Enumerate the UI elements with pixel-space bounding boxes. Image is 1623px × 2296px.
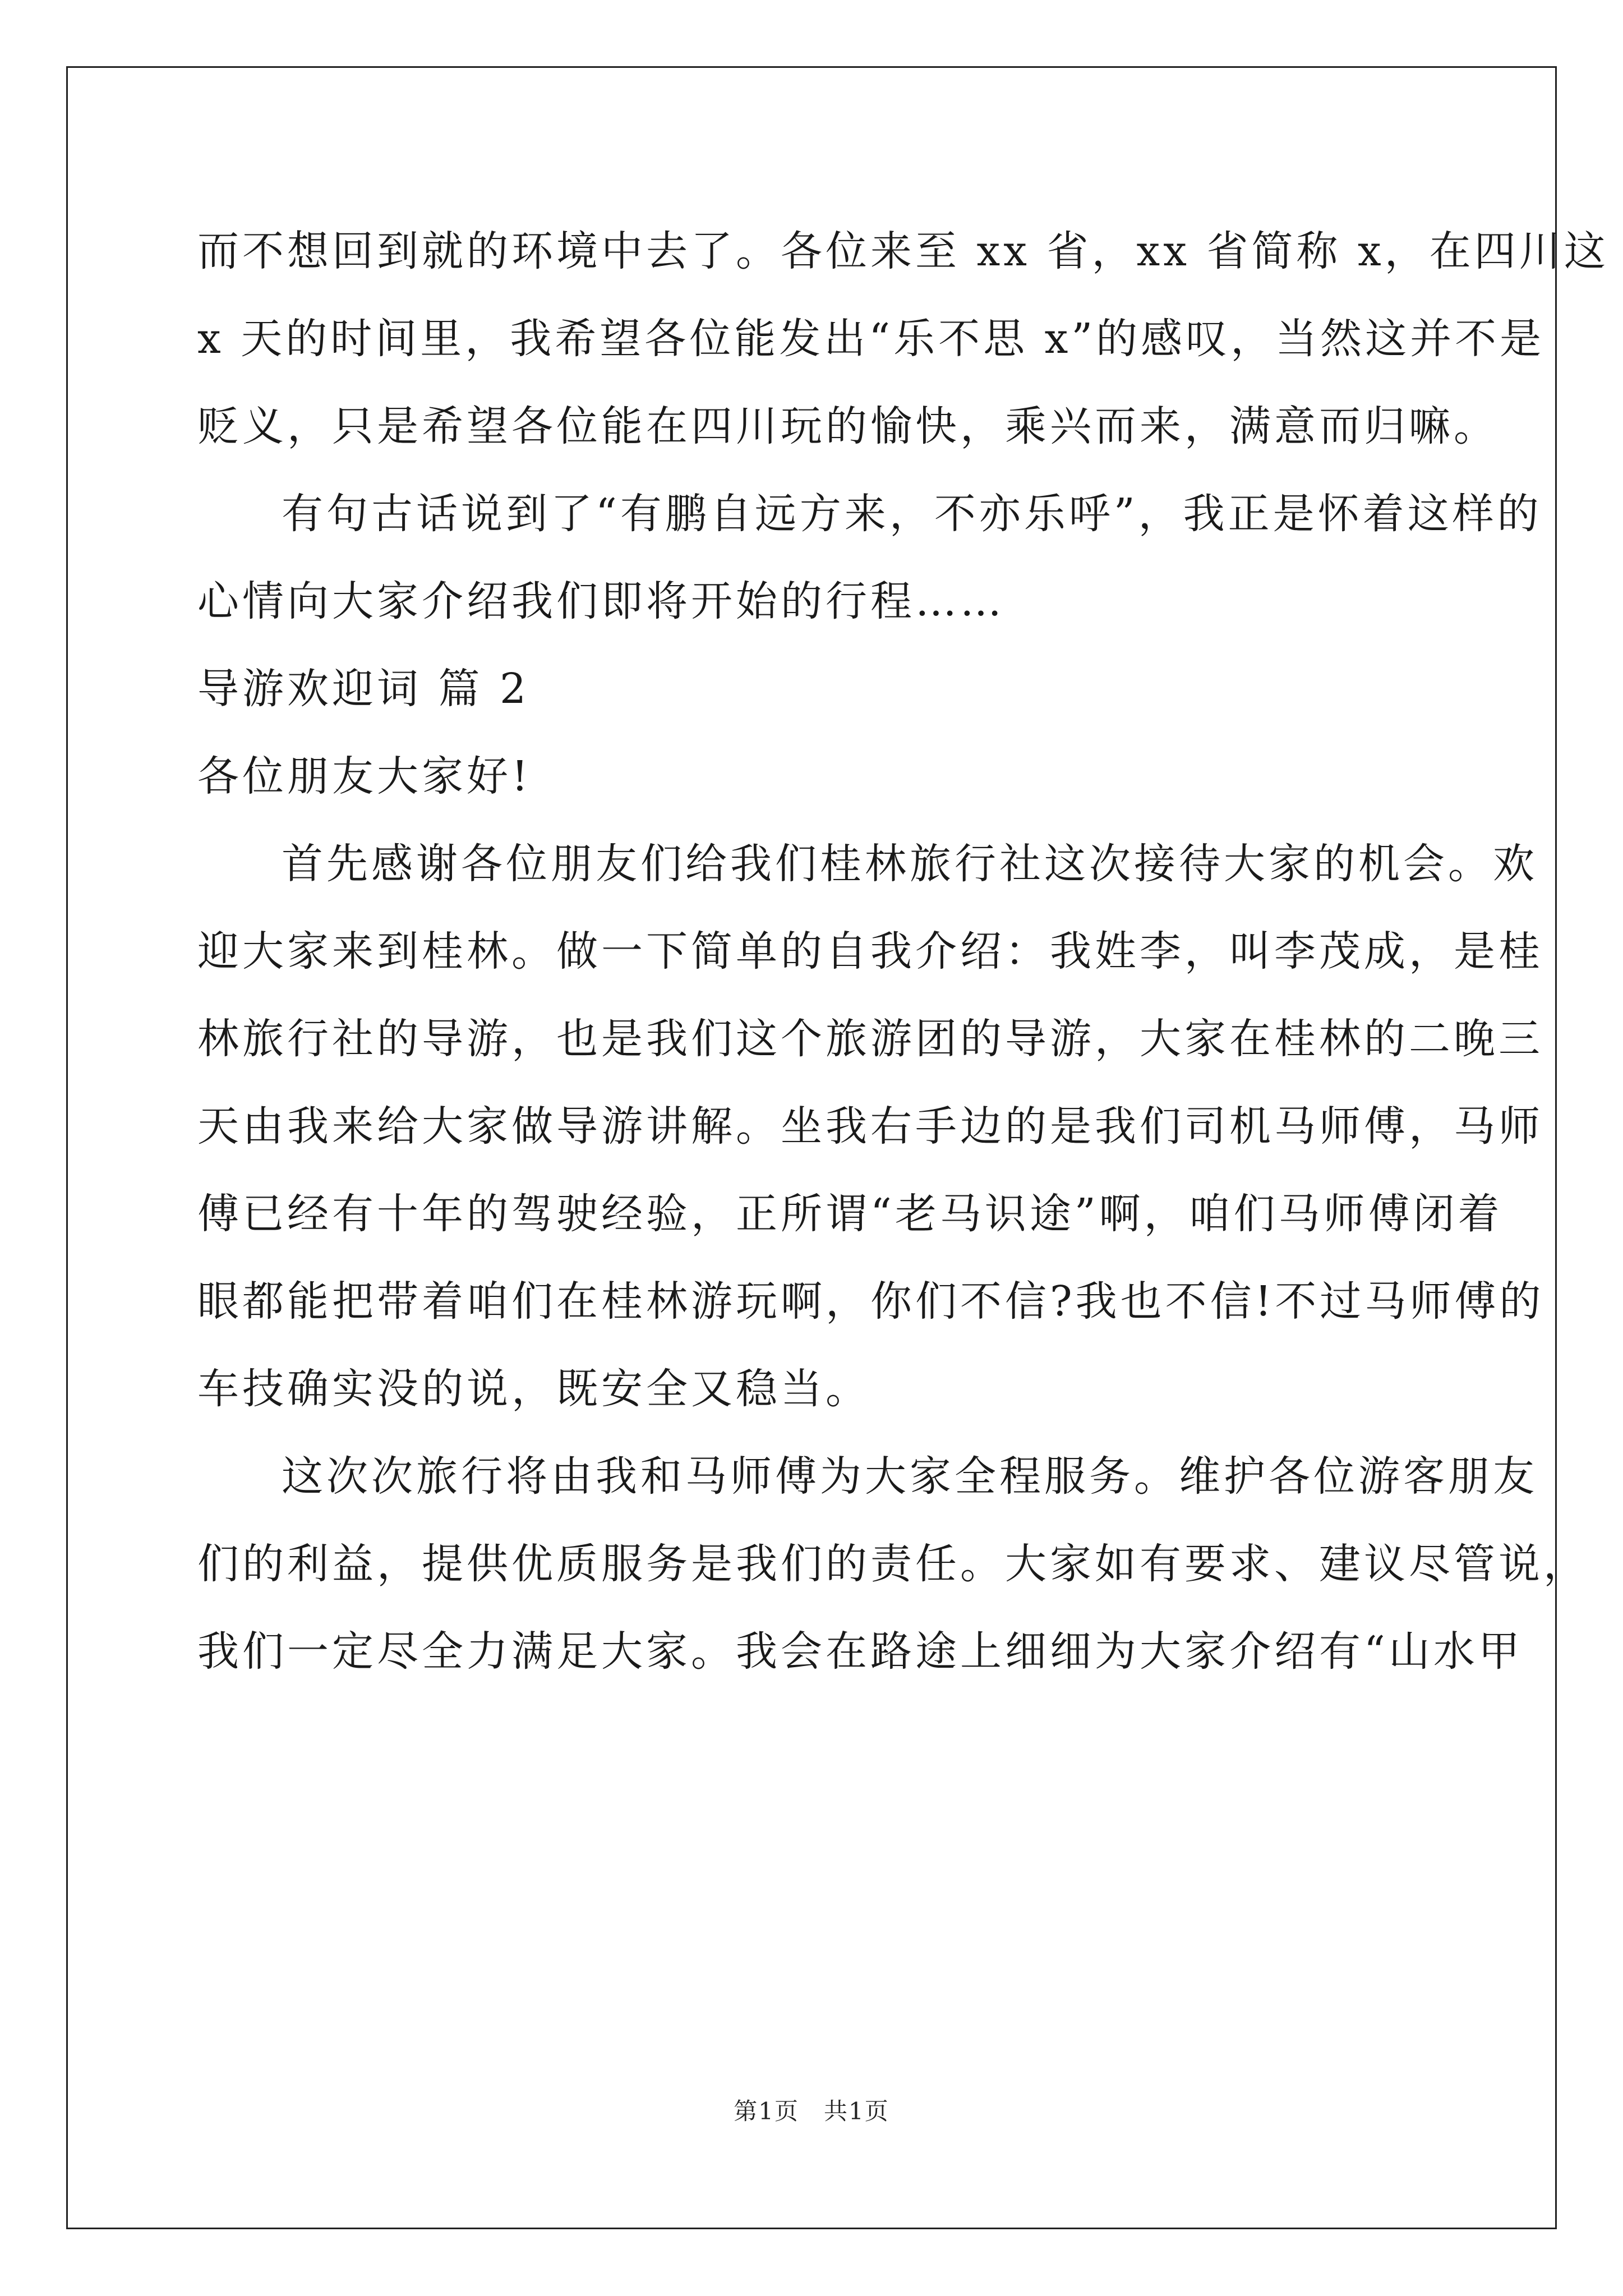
text-line: 车技确实没的说，既安全又稳当。 [197, 1365, 870, 1413]
text-line: 天由我来给大家做导游讲解。坐我右手边的是我们司机马师傅，马师 [197, 1102, 1543, 1151]
paragraph-first-line: 有句古话说到了“有鹏自远方来，不亦乐呼”，我正是怀着这样的 [282, 490, 1542, 538]
text-line: 傅已经有十年的驾驶经验，正所谓“老马识途”啊，咱们马师傅闭着 [197, 1190, 1503, 1238]
text-line: 心情向大家介绍我们即将开始的行程…… [197, 577, 1005, 625]
page-footer: 第1页 共1页 [734, 2097, 889, 2125]
text-line: 们的利益，提供优质服务是我们的责任。大家如有要求、建议尽管说， [197, 1540, 1588, 1588]
document-body [197, 218, 1609, 1705]
greeting-line: 各位朋友大家好! [197, 752, 532, 800]
section-heading: 导游欢迎词 篇 2 [197, 665, 530, 713]
text-line: 贬义，只是希望各位能在四川玩的愉快，乘兴而来，满意而归嘛。 [197, 402, 1498, 450]
text-line: 林旅行社的导游，也是我们这个旅游团的导游，大家在桂林的二晚三 [197, 1015, 1543, 1063]
text-line: 而不想回到就的环境中去了。各位来至 xx 省，xx 省简称 x，在四川这 [197, 227, 1609, 275]
text-line: x 天的时间里，我希望各位能发出“乐不思 x”的感叹，当然这并不是 [197, 315, 1545, 363]
paragraph-first-line: 首先感谢各位朋友们给我们桂林旅行社这次接待大家的机会。欢 [282, 840, 1538, 888]
text-line: 迎大家来到桂林。做一下简单的自我介绍：我姓李，叫李茂成，是桂 [197, 927, 1543, 976]
text-line: 眼都能把带着咱们在桂林游玩啊，你们不信?我也不信!不过马师傅的 [197, 1277, 1544, 1326]
text-line: 我们一定尽全力满足大家。我会在路途上细细为大家介绍有“山水甲 [197, 1627, 1523, 1676]
paragraph-first-line: 这次次旅行将由我和马师傅为大家全程服务。维护各位游客朋友 [282, 1452, 1538, 1501]
